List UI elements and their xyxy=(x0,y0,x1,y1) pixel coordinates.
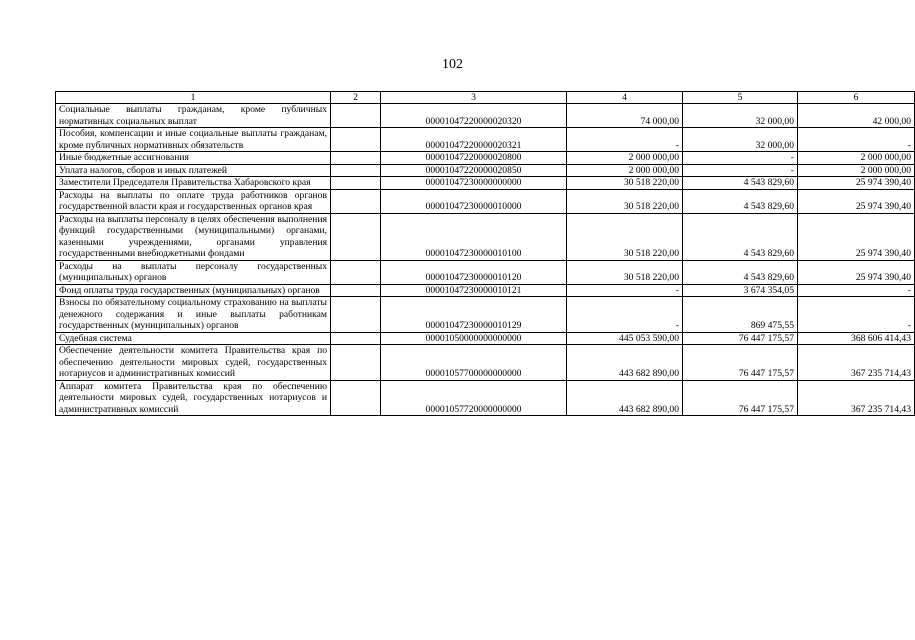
row-name-cell: Уплата налогов, сборов и иных платежей xyxy=(56,164,331,177)
amount-column-5-cell: 32 000,00 xyxy=(683,128,798,152)
row-name-cell: Социальные выплаты гражданам, кроме публичных нормативных социальных выплат xyxy=(56,104,331,128)
amount-column-6-cell: 367 235 714,43 xyxy=(798,380,915,416)
table-row xyxy=(56,284,915,297)
column-2-cell xyxy=(331,128,381,152)
classification-code-cell: 00001057720000000000 xyxy=(381,380,567,416)
classification-code-cell: 00001057700000000000 xyxy=(381,345,567,381)
amount-column-6-cell: - xyxy=(798,284,915,297)
column-2-cell xyxy=(331,297,381,333)
column-header-6: 6 xyxy=(798,92,915,104)
column-2-cell xyxy=(331,380,381,416)
amount-column-4-cell: 30 518 220,00 xyxy=(567,189,683,213)
table-row xyxy=(56,332,915,345)
amount-column-6-cell: 367 235 714,43 xyxy=(798,345,915,381)
amount-column-4-cell: 2 000 000,00 xyxy=(567,164,683,177)
amount-column-6-cell: 2 000 000,00 xyxy=(798,152,915,165)
amount-column-4-cell: 2 000 000,00 xyxy=(567,152,683,165)
table-row xyxy=(56,128,915,152)
row-name-cell: Заместители Председателя Правительства Хабаровского края xyxy=(56,177,331,190)
table-row xyxy=(56,345,915,381)
classification-code-cell: 00001047230000010129 xyxy=(381,297,567,333)
classification-code-cell: 00001047220000020321 xyxy=(381,128,567,152)
table-row xyxy=(56,164,915,177)
classification-code-cell: 00001047220000020800 xyxy=(381,152,567,165)
amount-column-5-cell: 869 475,55 xyxy=(683,297,798,333)
classification-code-cell: 00001047220000020320 xyxy=(381,104,567,128)
column-2-cell xyxy=(331,332,381,345)
amount-column-6-cell: 42 000,00 xyxy=(798,104,915,128)
budget-table xyxy=(55,91,915,416)
table-row xyxy=(56,260,915,284)
amount-column-5-cell: - xyxy=(683,152,798,165)
column-2-cell xyxy=(331,260,381,284)
amount-column-4-cell: 30 518 220,00 xyxy=(567,177,683,190)
amount-column-5-cell: 76 447 175,57 xyxy=(683,345,798,381)
classification-code-cell: 00001050000000000000 xyxy=(381,332,567,345)
column-header-2: 2 xyxy=(331,92,381,104)
column-2-cell xyxy=(331,104,381,128)
table-row xyxy=(56,213,915,260)
amount-column-5-cell: 4 543 829,60 xyxy=(683,189,798,213)
row-name-cell: Расходы на выплаты по оплате труда работников органов государственной власти края и государственных органов края xyxy=(56,189,331,213)
amount-column-6-cell: 368 606 414,43 xyxy=(798,332,915,345)
amount-column-4-cell: - xyxy=(567,297,683,333)
table-row xyxy=(56,104,915,128)
amount-column-4-cell: 30 518 220,00 xyxy=(567,260,683,284)
column-header-5: 5 xyxy=(683,92,798,104)
amount-column-6-cell: 25 974 390,40 xyxy=(798,177,915,190)
table-row xyxy=(56,177,915,190)
classification-code-cell: 00001047220000020850 xyxy=(381,164,567,177)
amount-column-4-cell: 443 682 890,00 xyxy=(567,380,683,416)
amount-column-5-cell: 4 543 829,60 xyxy=(683,260,798,284)
amount-column-6-cell: - xyxy=(798,297,915,333)
amount-column-5-cell: 76 447 175,57 xyxy=(683,380,798,416)
classification-code-cell: 00001047230000010120 xyxy=(381,260,567,284)
amount-column-5-cell: 3 674 354,05 xyxy=(683,284,798,297)
row-name-cell: Аппарат комитета Правительства края по обеспечению деятельности мировых судей, государственных нотариусов и административных комиссий xyxy=(56,380,331,416)
amount-column-5-cell: 4 543 829,60 xyxy=(683,213,798,260)
row-name-cell: Взносы по обязательному социальному страхованию на выплаты денежного содержания и иные выплаты работникам государственных (муниципальных) органов xyxy=(56,297,331,333)
row-name-cell: Расходы на выплаты персоналу в целях обеспечения выполнения функций государственными (муниципальными) органами, казенными учреждениями, органами управления государственными внебюджетными фондами xyxy=(56,213,331,260)
table-row xyxy=(56,189,915,213)
classification-code-cell: 00001047230000010000 xyxy=(381,189,567,213)
column-2-cell xyxy=(331,189,381,213)
row-name-cell: Иные бюджетные ассигнования xyxy=(56,152,331,165)
amount-column-4-cell: 30 518 220,00 xyxy=(567,213,683,260)
classification-code-cell: 00001047230000000000 xyxy=(381,177,567,190)
amount-column-5-cell: 32 000,00 xyxy=(683,104,798,128)
amount-column-6-cell: - xyxy=(798,128,915,152)
column-2-cell xyxy=(331,213,381,260)
amount-column-6-cell: 25 974 390,40 xyxy=(798,189,915,213)
table-body xyxy=(56,104,915,416)
classification-code-cell: 00001047230000010121 xyxy=(381,284,567,297)
row-name-cell: Фонд оплаты труда государственных (муниципальных) органов xyxy=(56,284,331,297)
amount-column-6-cell: 25 974 390,40 xyxy=(798,260,915,284)
row-name-cell: Обеспечение деятельности комитета Правительства края по обеспечению деятельности мировых судей, государственных нотариусов и административных комиссий xyxy=(56,345,331,381)
header-row xyxy=(56,92,915,104)
column-2-cell xyxy=(331,164,381,177)
amount-column-6-cell: 25 974 390,40 xyxy=(798,213,915,260)
amount-column-6-cell: 2 000 000,00 xyxy=(798,164,915,177)
table-row xyxy=(56,297,915,333)
table-row xyxy=(56,380,915,416)
amount-column-4-cell: - xyxy=(567,284,683,297)
amount-column-4-cell: 443 682 890,00 xyxy=(567,345,683,381)
table-row xyxy=(56,152,915,165)
page-number: 102 xyxy=(442,57,463,72)
amount-column-4-cell: 74 000,00 xyxy=(567,104,683,128)
amount-column-5-cell: 4 543 829,60 xyxy=(683,177,798,190)
column-header-1: 1 xyxy=(56,92,331,104)
column-2-cell xyxy=(331,345,381,381)
column-header-4: 4 xyxy=(567,92,683,104)
column-header-3: 3 xyxy=(381,92,567,104)
amount-column-5-cell: 76 447 175,57 xyxy=(683,332,798,345)
column-2-cell xyxy=(331,284,381,297)
row-name-cell: Судебная система xyxy=(56,332,331,345)
column-2-cell xyxy=(331,177,381,190)
amount-column-5-cell: - xyxy=(683,164,798,177)
classification-code-cell: 00001047230000010100 xyxy=(381,213,567,260)
amount-column-4-cell: 445 053 590,00 xyxy=(567,332,683,345)
row-name-cell: Расходы на выплаты персоналу государственных (муниципальных) органов xyxy=(56,260,331,284)
amount-column-4-cell: - xyxy=(567,128,683,152)
column-2-cell xyxy=(331,152,381,165)
row-name-cell: Пособия, компенсации и иные социальные выплаты гражданам, кроме публичных нормативных обязательств xyxy=(56,128,331,152)
